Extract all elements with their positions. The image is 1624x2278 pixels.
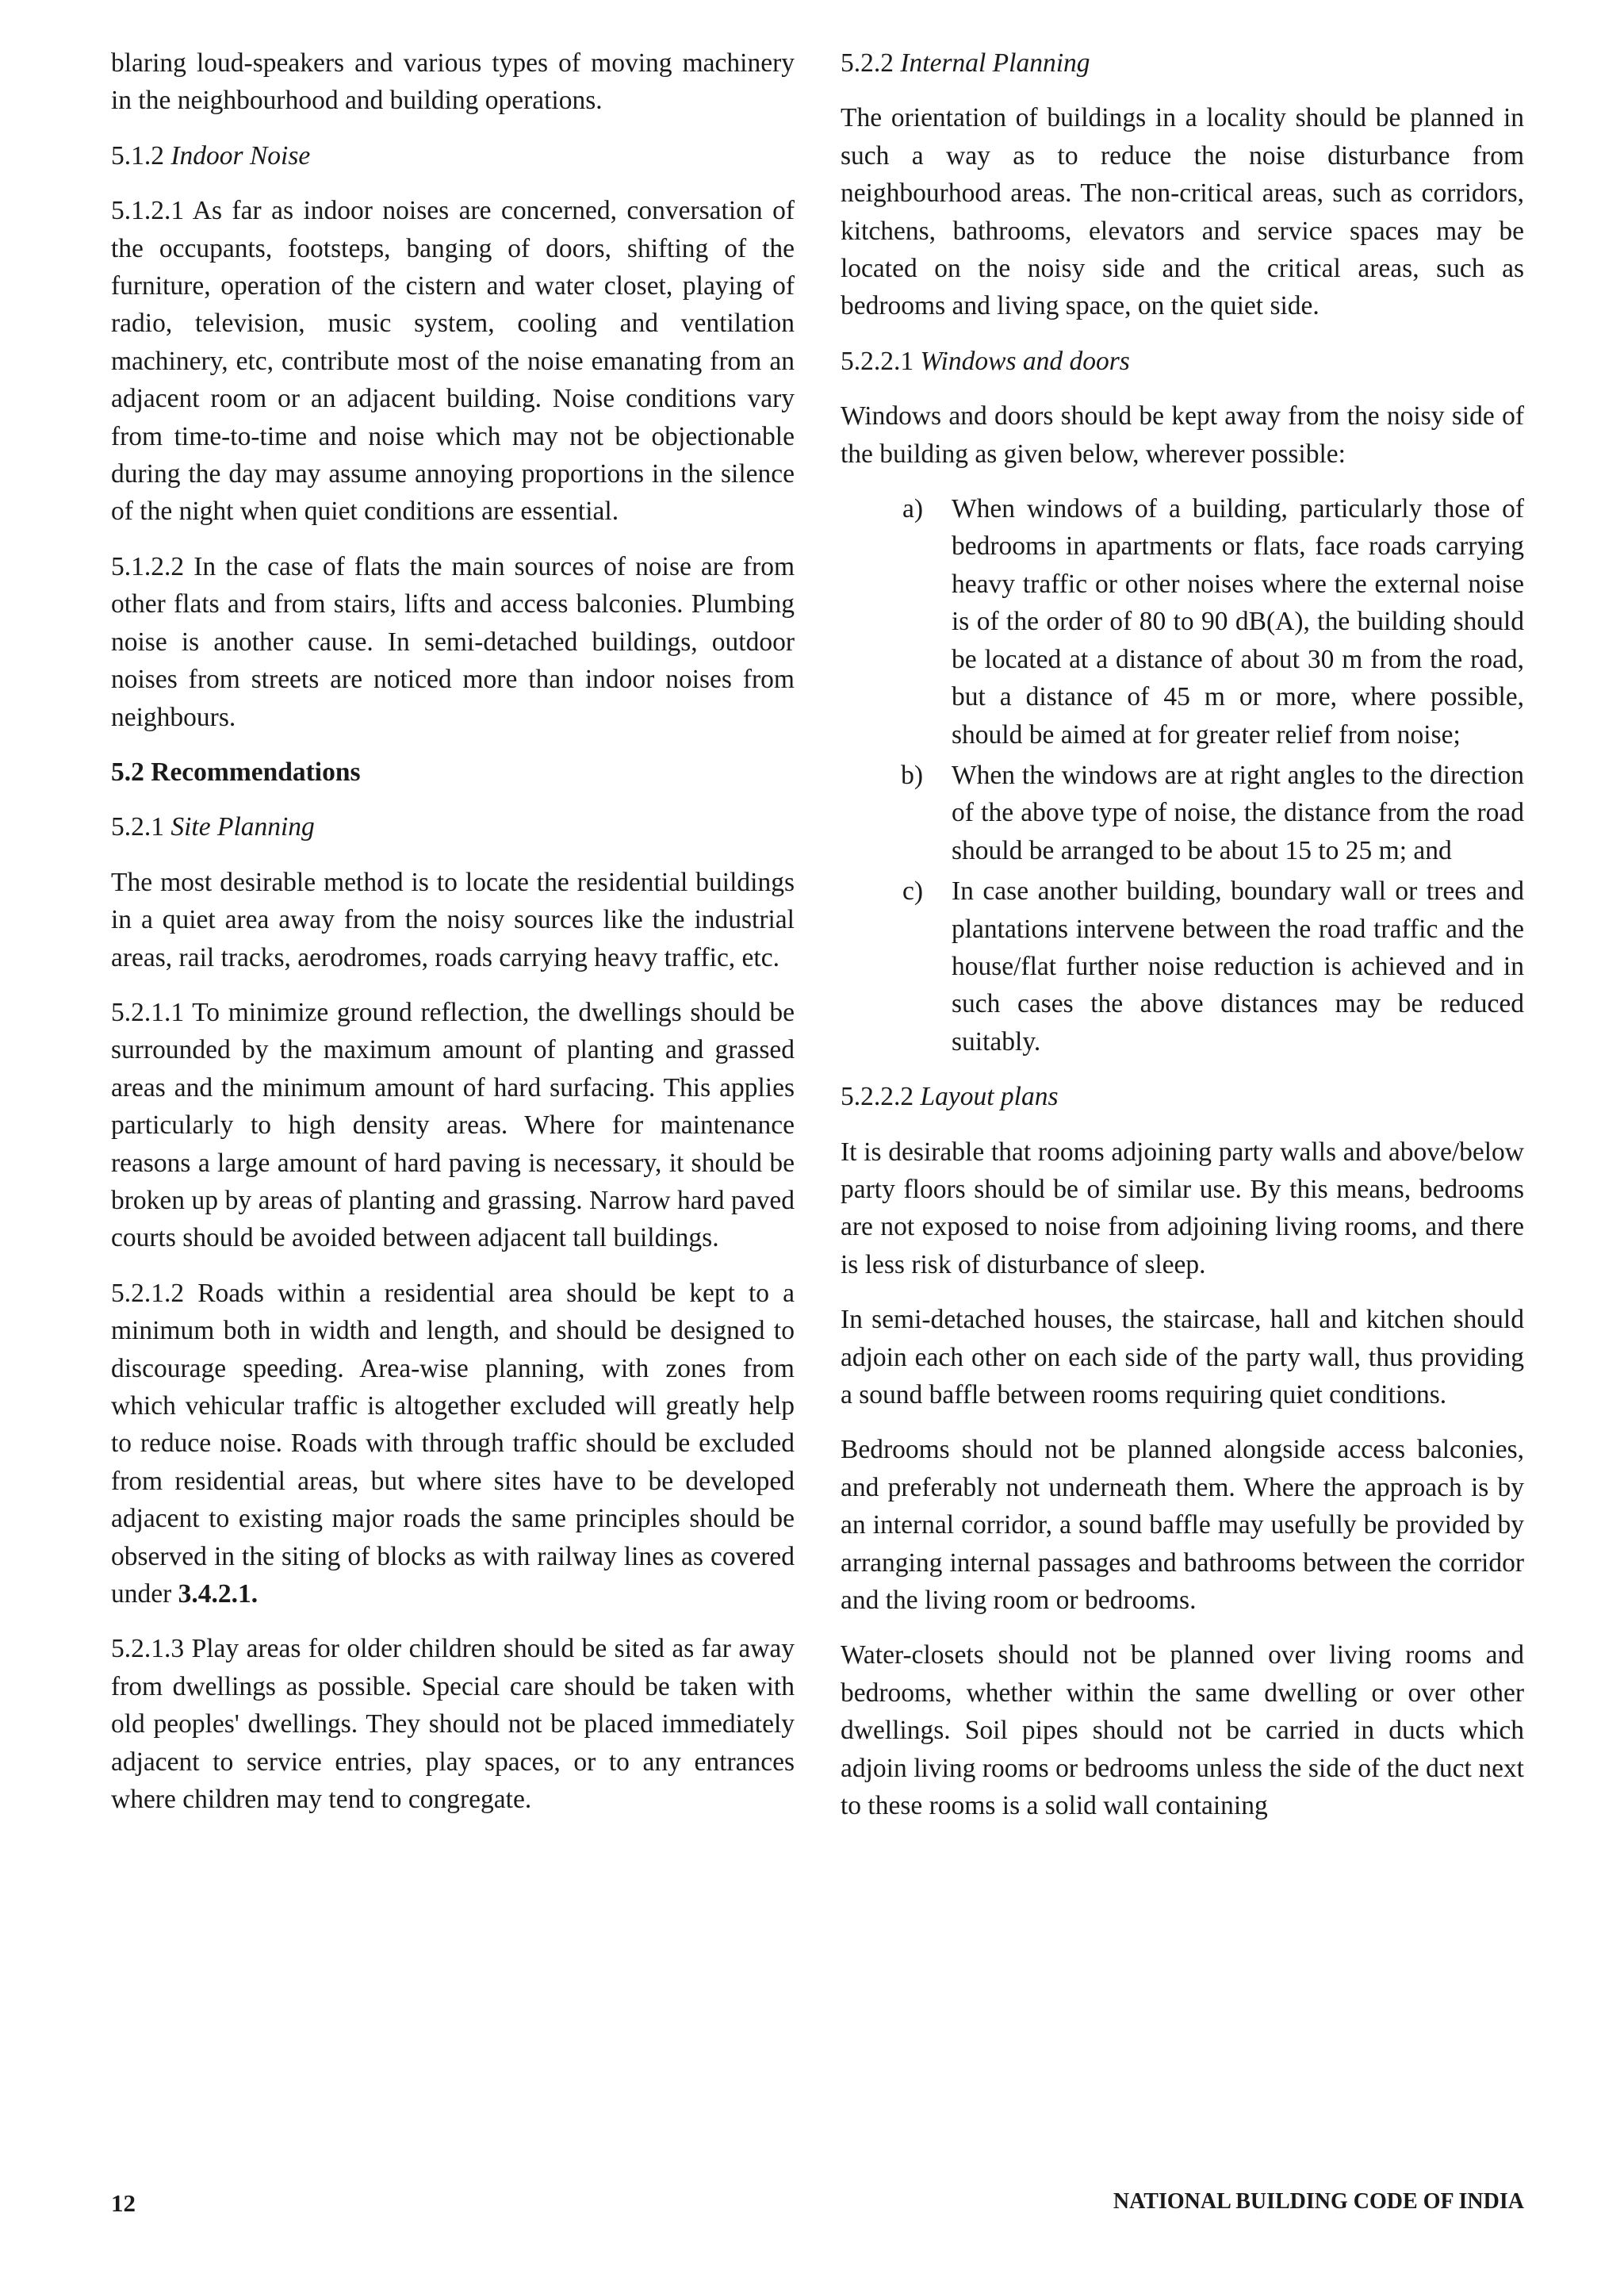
list-item-text: In case another building, boundary wall or trees and plantations intervene between the road traffic and the house/flat further noise reduction is achieved and in such cases the above distances may be reduced suitably.	[952, 876, 1524, 1057]
document-title: NATIONAL BUILDING CODE OF INDIA	[1113, 2189, 1524, 2214]
heading-5-2-2-2	[841, 1078, 1524, 1115]
paragraph-5-1-2-2	[111, 548, 795, 736]
clause-number: 5.2.1.3	[111, 1634, 185, 1664]
cross-reference: 3.4.2.1.	[178, 1579, 259, 1609]
list-item-text: When windows of a building, particularly those of bedrooms in apartments or flats, face roads carrying heavy traffic or other noises where the external noise is of the order of 80 to 90 dB(A), the building should be located at a distance of about 30 m from the road, but a distance of 45 m or more, where possible, should be aimed at for greater relief from noise;	[952, 494, 1524, 750]
clause-number: 5.2.1.1	[111, 997, 185, 1027]
heading-title: Internal Planning	[900, 48, 1090, 78]
list-item	[841, 757, 1524, 869]
heading-number: 5.2.2.1	[841, 346, 914, 376]
heading-title: Recommendations	[151, 757, 361, 787]
page-number: 12	[111, 2189, 136, 2217]
left-column	[111, 44, 795, 1835]
list-item	[841, 872, 1524, 1060]
site-planning-paragraph: The most desirable method is to locate the residential buildings in a quiet area away from the noisy sources like the industrial areas, rail tracks, aerodromes, roads carrying heavy traffic, etc.	[111, 867, 795, 972]
layout-paragraph-2: In semi-detached houses, the staircase, hall and kitchen should adjoin each other on each side of the party wall, thus providing a sound baffle between rooms requiring quiet conditions.	[841, 1305, 1524, 1409]
heading-5-2	[111, 754, 795, 791]
heading-5-2-1	[111, 808, 795, 846]
heading-title: Windows and doors	[920, 346, 1130, 376]
clause-number: 5.1.2.2	[111, 551, 185, 581]
list-marker: b)	[901, 760, 923, 790]
heading-title: Indoor Noise	[170, 140, 311, 171]
windows-intro-paragraph: Windows and doors should be kept away from the noisy side of the building as given below, wherever possible:	[841, 401, 1524, 469]
heading-5-1-2	[111, 137, 795, 174]
paragraph-5-2-1-1	[111, 994, 795, 1257]
heading-number: 5.2.2	[841, 48, 894, 78]
clause-text: To minimize ground reflection, the dwellings should be surrounded by the maximum amount of planting and grassed areas and the minimum amount of hard surfacing. This applies particularly to high density areas. Where for maintenance reasons a large amount of hard paving is necessary, it should be broken up by areas of planting and grassing. Narrow hard paved courts should be avoided between adjacent tall buildings.	[111, 997, 795, 1253]
paragraph-5-2-1-3	[111, 1630, 795, 1818]
layout-paragraph-1: It is desirable that rooms adjoining party walls and above/below party floors should be of similar use. By this means, bedrooms are not exposed to noise from adjoining living rooms, and there is less risk of disturbance of sleep.	[841, 1137, 1524, 1279]
windows-list	[841, 490, 1524, 1060]
heading-number: 5.2.2.2	[841, 1082, 914, 1112]
heading-title: Layout plans	[920, 1082, 1059, 1112]
list-item-text: When the windows are at right angles to the direction of the above type of noise, the distance from the road should be arranged to be about 15 to 25 m; and	[952, 760, 1524, 865]
right-column	[841, 44, 1524, 1842]
heading-number: 5.2	[111, 757, 144, 787]
paragraph-5-1-2-1	[111, 192, 795, 531]
heading-title: Site Planning	[170, 812, 315, 842]
list-item	[841, 490, 1524, 754]
clause-number: 5.2.1.2	[111, 1278, 185, 1308]
continuation-paragraph: blaring loud-speakers and various types of moving machinery in the neighbourhood and building operations.	[111, 48, 795, 116]
layout-paragraph-3: Bedrooms should not be planned alongside access balconies, and preferably not underneath them. Where the approach is by an internal corridor, a sound baffle may usefully be provided by arranging internal passages and bathrooms between the corridor and the living room or bedrooms.	[841, 1435, 1524, 1616]
internal-planning-paragraph: The orientation of buildings in a locality should be planned in such a way as to reduce the noise disturbance from neighbourhood areas. The non-critical areas, such as corridors, kitchens, bathrooms, elevators and service spaces may be located on the noisy side and the critical areas, such as bedrooms and living space, on the quiet side.	[841, 103, 1524, 321]
list-marker: c)	[902, 876, 923, 907]
clause-number: 5.1.2.1	[111, 196, 185, 226]
list-marker: a)	[902, 494, 923, 524]
heading-number: 5.2.1	[111, 812, 164, 842]
layout-paragraph-4: Water-closets should not be planned over living rooms and bedrooms, whether within the same dwelling or over other dwellings. Soil pipes should not be carried in ducts which adjoin living rooms or bedrooms unless the side of the duct next to these rooms is a solid wall containing	[841, 1640, 1524, 1821]
clause-text: Play areas for older children should be sited as far away from dwellings as possible. Special care should be taken with old peoples' dwellings. They should not be placed immediately adjacent to service entries, play spaces, or to any entrances where children may tend to congregate.	[111, 1634, 795, 1815]
heading-number: 5.1.2	[111, 140, 164, 171]
heading-5-2-2-1	[841, 343, 1524, 380]
heading-5-2-2	[841, 44, 1524, 82]
clause-text: In the case of flats the main sources of noise are from other flats and from stairs, lifts and access balconies. Plumbing noise is another cause. In semi-detached buildings, outdoor noises from streets are noticed more than indoor noises from neighbours.	[111, 551, 795, 732]
clause-text: Roads within a residential area should be kept to a minimum both in width and length, and should be designed to discourage speeding. Area-wise planning, with zones from which vehicular traffic is altogether excluded will greatly help to reduce noise. Roads with through traffic should be excluded from residential areas, but where sites have to be developed adjacent to existing major roads the same principles should be observed in the siting of blocks as with railway lines as covered under	[111, 1278, 795, 1609]
paragraph-5-2-1-2	[111, 1275, 795, 1613]
clause-text: As far as indoor noises are concerned, conversation of the occupants, footsteps, banging of doors, shifting of the furniture, operation of the cistern and water closet, playing of radio, television, music system, cooling and ventilation machinery, etc, contribute most of the noise emanating from an adjacent room or an adjacent building. Noise conditions vary from time-to-time and noise which may not be objectionable during the day may assume annoying proportions in the silence of the night when quiet conditions are essential.	[111, 196, 795, 527]
